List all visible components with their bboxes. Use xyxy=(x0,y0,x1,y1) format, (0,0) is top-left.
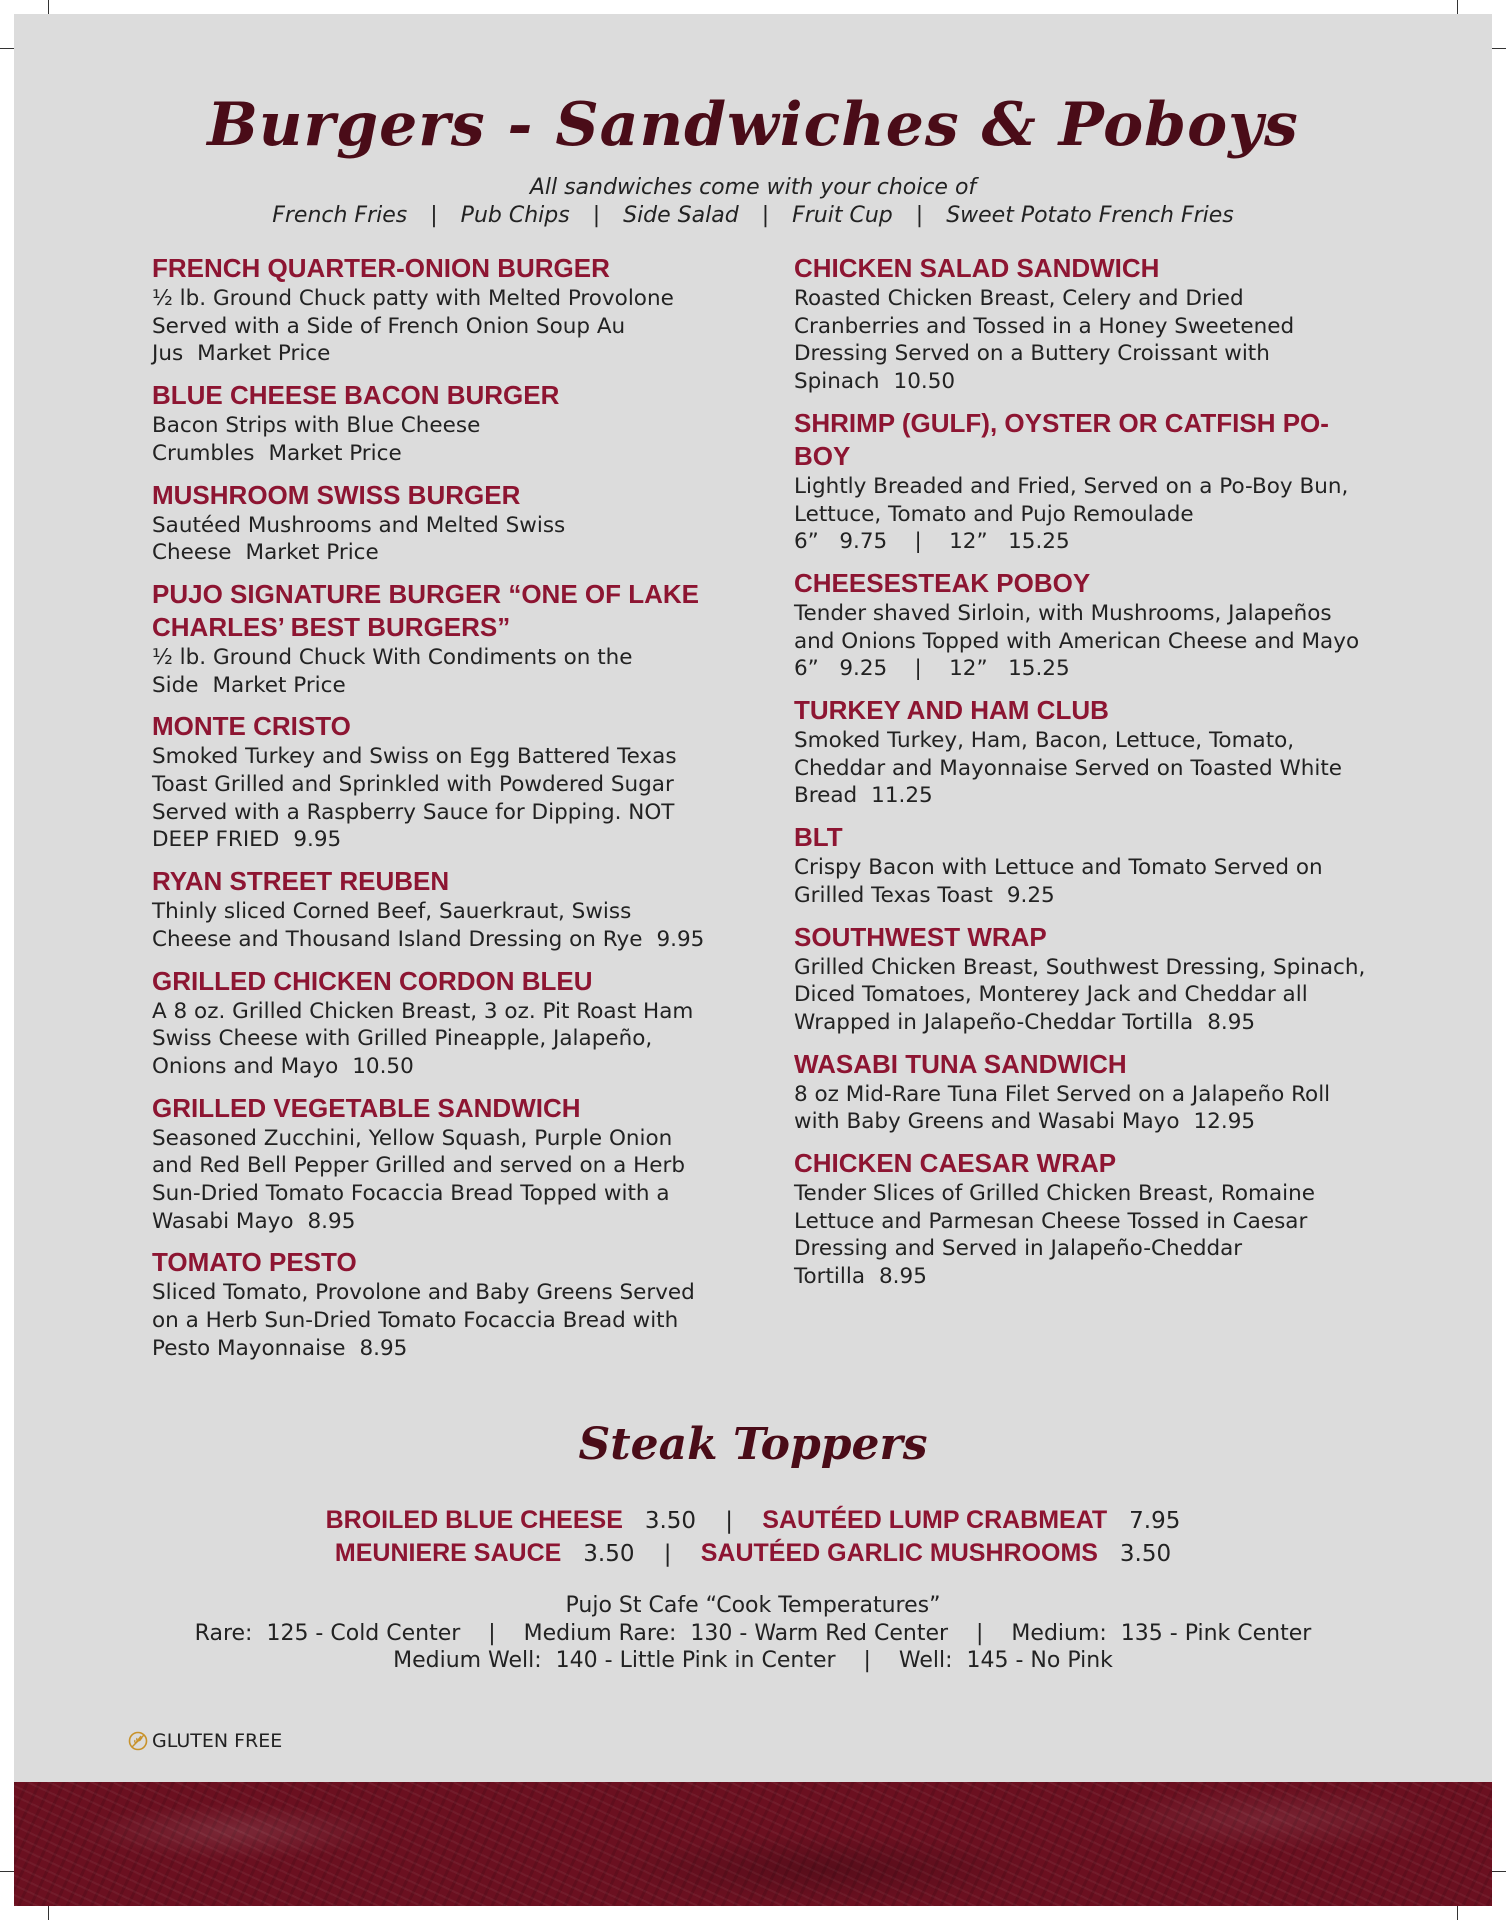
gluten-free-legend xyxy=(128,1730,282,1752)
menu-item-name: BLUE CHEESE BACON BURGER xyxy=(152,380,560,411)
side-option: Fruit Cup xyxy=(792,203,893,228)
menu-item xyxy=(794,407,1374,556)
menu-item xyxy=(794,921,1374,1037)
menu-item-description-text: ½ lb. Ground Chuck With Condiments on the Side xyxy=(152,644,633,698)
topper-row xyxy=(14,1504,1492,1537)
menu-item-name: FRENCH QUARTER-ONION BURGER xyxy=(152,253,610,283)
separator: | xyxy=(696,1508,763,1534)
menu-item-price: 9.95 xyxy=(656,926,705,952)
menu-item-price: 10.50 xyxy=(352,1053,414,1079)
menu-item-description xyxy=(794,473,1374,528)
sides-intro xyxy=(14,174,1492,230)
menu-item-name: WASABI TUNA SANDWICH xyxy=(794,1048,1127,1079)
menu-item-name: MUSHROOM SWISS BURGER xyxy=(152,479,521,510)
menu-item xyxy=(152,479,717,567)
menu-item-description xyxy=(794,1180,1374,1291)
menu-item-description xyxy=(152,412,717,467)
menu-item-description xyxy=(152,998,717,1081)
menu-item-name: SHRIMP (GULF), OYSTER OR CATFISH PO-BOY xyxy=(794,407,1329,471)
side-option: Pub Chips xyxy=(460,203,570,228)
menu-item-description-text: Roasted Chicken Breast, Celery and Dried Cranberries and Tossed in a Honey Sweetened Dressing Served on a Buttery Croissant with Spinach xyxy=(794,286,1295,395)
topper-name: MEUNIERE SAUCE xyxy=(334,1539,562,1567)
menu-item-description-text: Lightly Breaded and Fried, Served on a Po-Boy Bun, Lettuce, Tomato and Pujo Remoulade xyxy=(794,473,1349,527)
menu-item-name: CHICKEN SALAD SANDWICH xyxy=(794,253,1160,283)
separator: | xyxy=(915,203,924,228)
sides-list xyxy=(14,202,1492,230)
menu-item-name: SOUTHWEST WRAP xyxy=(794,921,1047,952)
menu-item-price: 8.95 xyxy=(359,1335,408,1361)
menu-item-description-text: Smoked Turkey and Swiss on Egg Battered Texas Toast Grilled and Sprinkled with Powdered Sugar Served with a Raspberry Sauce for Dipping. NOT DEEP FRIED xyxy=(152,744,677,853)
separator: | xyxy=(634,1541,701,1567)
menu-item xyxy=(152,252,717,368)
cook-temperatures-line: Rare: 125 - Cold Center | Medium Rare: 130 - Warm Red Center | Medium: 135 - Pink Center xyxy=(194,1620,1312,1646)
menu-item-description xyxy=(152,1279,717,1362)
menu-item-name: GRILLED CHICKEN CORDON BLEU xyxy=(152,965,593,996)
separator: | xyxy=(761,203,770,228)
page-title: Burgers - Sandwiches & Poboys xyxy=(207,90,1299,160)
menu-item-price: 8.95 xyxy=(1207,1009,1256,1035)
menu-item-price: 12.95 xyxy=(1193,1109,1256,1135)
menu-item-description xyxy=(794,727,1374,810)
menu-item xyxy=(152,865,717,953)
topper-price: 3.50 xyxy=(583,1541,635,1567)
menu-item-name: RYAN STREET REUBEN xyxy=(152,866,450,897)
menu-item xyxy=(794,567,1374,683)
menu-item-price: 8.95 xyxy=(307,1208,356,1234)
topper-name: BROILED BLUE CHEESE xyxy=(325,1506,623,1534)
menu-item-description xyxy=(152,743,717,854)
menu-item xyxy=(152,578,717,699)
menu-item-description xyxy=(794,600,1374,655)
menu-item xyxy=(152,379,717,467)
topper-price: 3.50 xyxy=(1119,1541,1172,1567)
menu-item xyxy=(794,1048,1374,1136)
menu-item xyxy=(794,1147,1374,1291)
menu-column-right xyxy=(794,252,1374,1302)
separator: | xyxy=(430,203,438,228)
menu-item-description xyxy=(152,644,717,699)
menu-item-name: MONTE CRISTO xyxy=(152,711,351,742)
menu-item-description-text: Seasoned Zucchini, Yellow Squash, Purple Onion and Red Bell Pepper Grilled and served on a Herb Sun-Dried Tomato Focaccia Bread Topped with a Wasabi Mayo xyxy=(152,1125,685,1234)
menu-item-price: 11.25 xyxy=(871,783,933,809)
menu-item-description xyxy=(152,512,717,567)
menu-item-description-text: Tender shaved Sirloin, with Mushrooms, Jalapeños and Onions Topped with American Cheese and Mayo xyxy=(794,600,1360,654)
menu-item-price: Market Price xyxy=(212,672,346,698)
menu-item-name: CHEESESTEAK POBOY xyxy=(794,567,1091,598)
menu-page xyxy=(14,14,1492,1906)
side-option: Sweet Potato French Fries xyxy=(946,203,1234,228)
cook-temperatures-line: Medium Well: 140 - Little Pink in Center | Well: 145 - No Pink xyxy=(393,1648,1113,1673)
menu-item-size-prices: 6” 9.75 | 12” 15.25 xyxy=(794,529,1070,555)
topper-name: SAUTÉED GARLIC MUSHROOMS xyxy=(700,1539,1098,1567)
menu-item xyxy=(794,821,1374,909)
topper-price: 7.95 xyxy=(1129,1508,1181,1534)
menu-item xyxy=(152,1246,717,1362)
menu-item-price: 8.95 xyxy=(879,1264,927,1290)
cook-temperatures xyxy=(14,1592,1492,1675)
menu-item-name: PUJO SIGNATURE BURGER “ONE OF LAKE CHARLES’ BEST BURGERS” xyxy=(152,578,700,642)
menu-item-price: 9.95 xyxy=(293,827,342,853)
menu-item-description-text: A 8 oz. Grilled Chicken Breast, 3 oz. Pit Roast Ham Swiss Cheese with Grilled Pineapple, Jalapeño, Onions and Mayo xyxy=(152,998,694,1079)
menu-item-name: TOMATO PESTO xyxy=(152,1247,357,1278)
menu-item-description-text: Grilled Chicken Breast, Southwest Dressing, Spinach, Diced Tomatoes, Monterey Jack and Cheddar all Wrapped in Jalapeño-Cheddar Tortilla xyxy=(794,954,1366,1035)
menu-item-description-text: 8 oz Mid-Rare Tuna Filet Served on a Jalapeño Roll with Baby Greens and Wasabi Mayo xyxy=(794,1081,1331,1135)
menu-column-left xyxy=(152,252,717,1374)
menu-item-description xyxy=(152,1125,717,1236)
menu-item xyxy=(794,694,1374,810)
menu-item-price: 9.25 xyxy=(1006,882,1055,908)
menu-item-description-text: Bacon Strips with Blue Cheese Crumbles xyxy=(152,413,481,466)
menu-item-price: Market Price xyxy=(197,341,331,367)
side-option: Side Salad xyxy=(623,203,739,228)
menu-item-description xyxy=(152,285,717,368)
menu-item-name: GRILLED VEGETABLE SANDWICH xyxy=(152,1092,581,1123)
menu-item-description xyxy=(794,954,1374,1037)
separator: | xyxy=(592,203,601,228)
menu-item-description xyxy=(152,898,717,953)
steak-toppers-title: Steak Toppers xyxy=(578,1419,928,1470)
menu-item-name: TURKEY AND HAM CLUB xyxy=(794,695,1109,726)
topper-row xyxy=(14,1537,1492,1570)
menu-item-description-text: ½ lb. Ground Chuck patty with Melted Provolone Served with a Side of French Onion Soup Au Jus xyxy=(152,286,674,367)
menu-item-description-text: Smoked Turkey, Ham, Bacon, Lettuce, Tomato, Cheddar and Mayonnaise Served on Toasted White Bread xyxy=(794,728,1342,809)
menu-item-description xyxy=(794,285,1374,396)
menu-item-description xyxy=(794,854,1374,909)
menu-item xyxy=(152,710,717,854)
menu-item-description-text: Sautéed Mushrooms and Melted Swiss Cheese xyxy=(152,512,566,566)
menu-item-description-text: Thinly sliced Corned Beef, Sauerkraut, Swiss Cheese and Thousand Island Dressing on Rye xyxy=(152,899,643,952)
sides-intro-line: All sandwiches come with your choice of xyxy=(529,175,977,200)
topper-price: 3.50 xyxy=(644,1508,697,1534)
topper-name: SAUTÉED LUMP CRABMEAT xyxy=(762,1506,1108,1534)
menu-item-description-text: Tender Slices of Grilled Chicken Breast, Romaine Lettuce and Parmesan Cheese Tossed in Caesar Dressing and Served in Jalapeño-Cheddar Tortilla xyxy=(794,1181,1315,1290)
menu-item xyxy=(152,1092,717,1236)
menu-item-price: Market Price xyxy=(268,440,402,466)
side-option: French Fries xyxy=(272,203,408,228)
menu-item-description-text: Sliced Tomato, Provolone and Baby Greens Served on a Herb Sun-Dried Tomato Focaccia Bread with Pesto Mayonnaise xyxy=(152,1280,695,1361)
cook-temperatures-title: Pujo St Cafe “Cook Temperatures” xyxy=(565,1593,941,1618)
gluten-free-icon xyxy=(128,1731,148,1751)
menu-item xyxy=(794,252,1374,396)
spacer xyxy=(561,1541,583,1567)
menu-item-price: 10.50 xyxy=(893,369,956,395)
gluten-free-label: GLUTEN FREE xyxy=(152,1730,283,1752)
steak-toppers-list xyxy=(14,1504,1492,1570)
decorative-footer-band xyxy=(14,1782,1492,1906)
menu-item xyxy=(152,965,717,1081)
menu-item-size-prices: 6” 9.25 | 12” 15.25 xyxy=(794,656,1070,682)
menu-item-name: CHICKEN CAESAR WRAP xyxy=(794,1148,1117,1179)
menu-item-name: BLT xyxy=(794,822,843,853)
menu-item-description xyxy=(794,1081,1374,1136)
spacer xyxy=(623,1508,645,1534)
menu-item-description-text: Crispy Bacon with Lettuce and Tomato Served on Grilled Texas Toast xyxy=(794,855,1323,908)
spacer xyxy=(1098,1541,1120,1567)
menu-item-price: Market Price xyxy=(245,540,379,566)
spacer xyxy=(1107,1508,1129,1534)
